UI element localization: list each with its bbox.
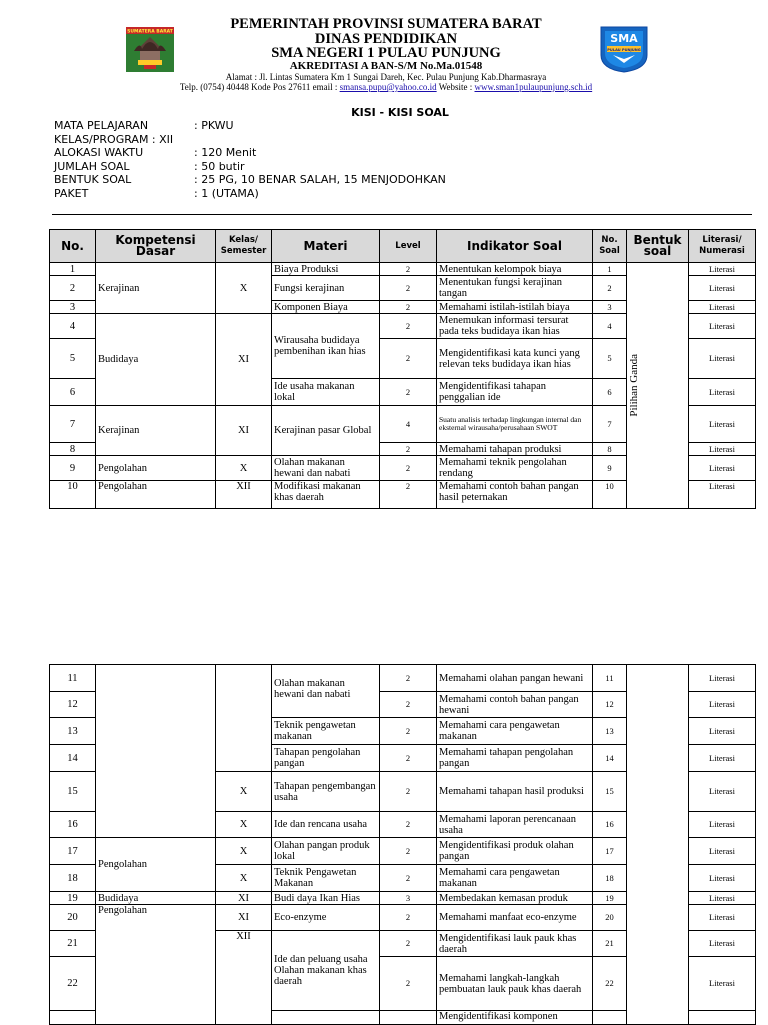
cell-level: 2 xyxy=(380,838,437,865)
cell-no-soal: 17 xyxy=(593,838,627,865)
letterhead xyxy=(0,0,768,100)
cell-level: 2 xyxy=(380,665,437,692)
cell-literasi: Literasi xyxy=(689,301,756,314)
form-label: BENTUK SOAL xyxy=(54,173,132,186)
cell-bentuk-soal xyxy=(627,263,689,509)
cell-literasi: Literasi xyxy=(689,812,756,838)
document-title: KISI - KISI SOAL xyxy=(351,106,449,119)
cell-no: 3 xyxy=(50,301,96,314)
cell-level: 2 xyxy=(380,339,437,379)
cell-kd: Pengolahan xyxy=(96,481,216,509)
cell-indikator: Mengidentifikasi kata kunci yang relevan teks budidaya ikan hias xyxy=(437,339,593,379)
cell-no-soal: 22 xyxy=(593,957,627,1011)
table-row xyxy=(50,665,756,692)
school-contact xyxy=(120,82,652,92)
cell-materi: Modifikasi makanan khas daerah xyxy=(272,481,380,509)
cell-indikator: Memahami contoh bahan pangan hasil peternakan xyxy=(437,481,593,509)
cell-indikator: Memahami tahapan hasil produksi xyxy=(437,772,593,812)
cell-materi: Olahan makanan hewani dan nabati xyxy=(272,665,380,718)
table-header-row xyxy=(50,230,756,263)
cell-kelas: X xyxy=(216,772,272,812)
cell-indikator: Memahami olahan pangan hewani xyxy=(437,665,593,692)
cell-kelas: XI xyxy=(216,406,272,456)
cell-materi-empty xyxy=(272,1011,380,1025)
cell-level: 2 xyxy=(380,772,437,812)
cell-no: 13 xyxy=(50,718,96,745)
cell-kd: Pengolahan xyxy=(96,838,216,892)
svg-text:PULAU PUNJUNG: PULAU PUNJUNG xyxy=(607,47,641,52)
cell-no-soal: 12 xyxy=(593,692,627,718)
cell-literasi: Literasi xyxy=(689,276,756,301)
cell-materi: Tahapan pengembangan usaha xyxy=(272,772,380,812)
cell-no: 6 xyxy=(50,379,96,406)
cell-level: 2 xyxy=(380,931,437,957)
cell-no: 1 xyxy=(50,263,96,276)
count-label: JUMLAH SOAL xyxy=(54,159,130,173)
bentuk-pg-label: Pilihan Ganda xyxy=(628,354,640,417)
cell-no: 12 xyxy=(50,692,96,718)
cell-literasi: Literasi xyxy=(689,692,756,718)
cell-level-empty xyxy=(380,1011,437,1025)
cell-indikator: Membedakan kemasan produk xyxy=(437,892,593,905)
divider xyxy=(52,214,752,215)
cell-level: 2 xyxy=(380,905,437,931)
cell-indikator: Memahami cara pengawetan makanan xyxy=(437,865,593,892)
cell-no-soal: 14 xyxy=(593,745,627,772)
header-level: Level xyxy=(380,230,437,263)
cell-materi: Fungsi kerajinan xyxy=(272,276,380,301)
kisi-table-page-2 xyxy=(49,664,756,1025)
cell-literasi: Literasi xyxy=(689,665,756,692)
cell-level: 2 xyxy=(380,456,437,481)
cell-materi: Komponen Biaya xyxy=(272,301,380,314)
cell-kelas-empty xyxy=(216,665,272,772)
time-value: : 120 Menit xyxy=(194,146,257,159)
cell-no: 16 xyxy=(50,812,96,838)
cell-literasi: Literasi xyxy=(689,838,756,865)
cell-no: 21 xyxy=(50,931,96,957)
cell-no: 11 xyxy=(50,665,96,692)
subject-label: MATA PELAJARAN xyxy=(54,119,149,132)
svg-text:SUMATERA BARAT: SUMATERA BARAT xyxy=(127,29,173,35)
cell-kelas: XII xyxy=(216,931,272,1025)
cell-materi: Tahapan pengolahan pangan xyxy=(272,745,380,772)
cell-no-soal: 19 xyxy=(593,892,627,905)
header-literasi: Literasi/ Numerasi xyxy=(689,230,756,263)
cell-no-soal: 3 xyxy=(593,301,627,314)
cell-level: 2 xyxy=(380,481,437,509)
cell-indikator: Memahami tahapan produksi xyxy=(437,443,593,456)
cell-indikator: Menentukan kelompok biaya xyxy=(437,263,593,276)
cell-kelas: X xyxy=(216,263,272,314)
cell-level: 2 xyxy=(380,745,437,772)
cell-materi: Wirausaha budidaya pembenihan ikan hias xyxy=(272,314,380,379)
cell-materi: Ide dan peluang usaha Olahan makanan khas daerah xyxy=(272,931,380,1011)
cell-no-soal: 21 xyxy=(593,931,627,957)
cell-no: 15 xyxy=(50,772,96,812)
count-value: : 50 butir xyxy=(194,159,245,173)
cell-materi: Biaya Produksi xyxy=(272,263,380,276)
cell-kelas: X xyxy=(216,812,272,838)
cell-materi: Teknik pengawetan makanan xyxy=(272,718,380,745)
cell-indikator: Mengidentifikasi tahapan penggalian ide xyxy=(437,379,593,406)
cell-no-soal: 20 xyxy=(593,905,627,931)
cell-indikator: Memahami teknik pengolahan rendang xyxy=(437,456,593,481)
cell-kd: Budidaya xyxy=(96,314,216,406)
header-materi: Materi xyxy=(272,230,380,263)
cell-indikator: Menentukan fungsi kerajinan tangan xyxy=(437,276,593,301)
cell-literasi: Literasi xyxy=(689,957,756,1011)
cell-materi: Olahan makanan hewani dan nabati xyxy=(272,456,380,481)
cell-kd: Pengolahan xyxy=(96,905,216,1025)
cell-level: 2 xyxy=(380,812,437,838)
cell-literasi-empty xyxy=(689,1011,756,1025)
cell-kd: Kerajinan xyxy=(96,406,216,456)
kisi-table-page-1 xyxy=(49,229,756,509)
cell-no: 22 xyxy=(50,957,96,1011)
cell-literasi: Literasi xyxy=(689,443,756,456)
cell-indikator: Mengidentifikasi lauk pauk khas daerah xyxy=(437,931,593,957)
cell-no-soal: 4 xyxy=(593,314,627,339)
cell-no-soal: 6 xyxy=(593,379,627,406)
cell-literasi: Literasi xyxy=(689,718,756,745)
cell-literasi: Literasi xyxy=(689,892,756,905)
cell-literasi: Literasi xyxy=(689,379,756,406)
header-no-soal: No. Soal xyxy=(593,230,627,263)
cell-no: 7 xyxy=(50,406,96,443)
cell-level: 2 xyxy=(380,314,437,339)
cell-indikator: Mengidentifikasi komponen xyxy=(437,1011,593,1025)
cell-level: 2 xyxy=(380,443,437,456)
cell-kelas: XI xyxy=(216,314,272,406)
cell-no-soal: 9 xyxy=(593,456,627,481)
cell-literasi: Literasi xyxy=(689,456,756,481)
cell-no-soal: 1 xyxy=(593,263,627,276)
cell-kd: Pengolahan xyxy=(96,456,216,481)
class-line: KELAS/PROGRAM : XII xyxy=(54,132,174,146)
cell-literasi: Literasi xyxy=(689,406,756,443)
subject-value: : PKWU xyxy=(194,119,234,132)
form-value: : 25 PG, 10 BENAR SALAH, 15 MENJODOHKAN xyxy=(194,173,446,186)
cell-level: 2 xyxy=(380,301,437,314)
cell-no-soal: 13 xyxy=(593,718,627,745)
email-link[interactable]: smansa.pupu@yahoo.co.id xyxy=(339,82,437,92)
cell-materi: Teknik Pengawetan Makanan xyxy=(272,865,380,892)
cell-no-soal: 10 xyxy=(593,481,627,509)
cell-level: 2 xyxy=(380,718,437,745)
cell-level: 2 xyxy=(380,692,437,718)
header-bentuk: Bentuk soal xyxy=(627,230,689,263)
cell-bentuk-empty xyxy=(627,665,689,1025)
cell-literasi: Literasi xyxy=(689,481,756,509)
cell-literasi: Literasi xyxy=(689,314,756,339)
website-prefix: Website : xyxy=(436,82,475,92)
cell-no: 14 xyxy=(50,745,96,772)
cell-indikator: Suatu analisis terhadap lingkungan internal dan eksternal wirausaha/perusahaan SWOT xyxy=(437,406,593,443)
cell-kelas: XI xyxy=(216,905,272,931)
cell-no: 18 xyxy=(50,865,96,892)
cell-no-soal: 18 xyxy=(593,865,627,892)
cell-level: 2 xyxy=(380,957,437,1011)
time-label: ALOKASI WAKTU xyxy=(54,146,144,159)
cell-indikator: Memahami manfaat eco-enzyme xyxy=(437,905,593,931)
website-link[interactable]: www.sman1pulaupunjung.sch.id xyxy=(474,82,593,92)
department-name: DINAS PENDIDIKAN xyxy=(314,31,458,47)
cell-no: 2 xyxy=(50,276,96,301)
cell-kelas: XII xyxy=(216,481,272,509)
cell-no: 17 xyxy=(50,838,96,865)
cell-indikator: Memahami istilah-istilah biaya xyxy=(437,301,593,314)
package-label: PAKET xyxy=(54,186,89,200)
cell-no: 19 xyxy=(50,892,96,905)
cell-no: 4 xyxy=(50,314,96,339)
cell-no-soal: 16 xyxy=(593,812,627,838)
cell-no-soal: 5 xyxy=(593,339,627,379)
cell-no-soal: 11 xyxy=(593,665,627,692)
cell-indikator: Memahami contoh bahan pangan hewani xyxy=(437,692,593,718)
cell-materi: Ide dan rencana usaha xyxy=(272,812,380,838)
cell-literasi: Literasi xyxy=(689,905,756,931)
cell-literasi: Literasi xyxy=(689,865,756,892)
header-kelas: Kelas/ Semester xyxy=(216,230,272,263)
cell-level: 2 xyxy=(380,865,437,892)
cell-materi: Olahan pangan produk lokal xyxy=(272,838,380,865)
contact-prefix: Telp. (0754) 40448 Kode Pos 27611 email : xyxy=(179,82,340,92)
cell-indikator: Mengidentifikasi produk olahan pangan xyxy=(437,838,593,865)
cell-literasi: Literasi xyxy=(689,263,756,276)
cell-indikator: Menemukan informasi tersurat pada teks budidaya ikan hias xyxy=(437,314,593,339)
school-emblem-logo xyxy=(597,25,651,73)
cell-literasi: Literasi xyxy=(689,745,756,772)
cell-indikator: Memahami laporan perencanaan usaha xyxy=(437,812,593,838)
school-name: SMA NEGERI 1 PULAU PUNJUNG xyxy=(271,45,501,61)
cell-level: 2 xyxy=(380,263,437,276)
cell-materi: Eco-enzyme xyxy=(272,905,380,931)
cell-no-soal: 15 xyxy=(593,772,627,812)
school-address: Alamat : Jl. Lintas Sumatera Km 1 Sungai Dareh, Kec. Pulau Punjung Kab.Dharmasraya xyxy=(225,72,547,82)
svg-text:SMA: SMA xyxy=(610,32,638,45)
cell-level: 2 xyxy=(380,276,437,301)
table-row xyxy=(50,263,756,276)
header-kd: Kompetensi Dasar xyxy=(96,230,216,263)
accreditation: AKREDITASI A BAN-S/M No.Ma.01548 xyxy=(289,60,483,72)
cell-no: 9 xyxy=(50,456,96,481)
cell-indikator: Memahami cara pengawetan makanan xyxy=(437,718,593,745)
cell-materi: Ide usaha makanan lokal xyxy=(272,379,380,406)
cell-no: 20 xyxy=(50,905,96,931)
cell-no-soal: 8 xyxy=(593,443,627,456)
cell-kelas: X xyxy=(216,456,272,481)
cell-kelas: X xyxy=(216,838,272,865)
cell-kelas: XI xyxy=(216,892,272,905)
cell-kd: Budidaya xyxy=(96,892,216,905)
cell-indikator: Memahami langkah-langkah pembuatan lauk pauk khas daerah xyxy=(437,957,593,1011)
cell-no: 5 xyxy=(50,339,96,379)
cell-kd-empty xyxy=(96,665,216,838)
cell-no-soal: 7 xyxy=(593,406,627,443)
cell-literasi: Literasi xyxy=(689,772,756,812)
cell-level: 4 xyxy=(380,406,437,443)
cell-literasi: Literasi xyxy=(689,931,756,957)
cell-kd: Kerajinan xyxy=(96,263,216,314)
cell-level: 3 xyxy=(380,892,437,905)
cell-materi: Kerajinan pasar Global xyxy=(272,406,380,456)
cell-no: 8 xyxy=(50,443,96,456)
cell-level: 2 xyxy=(380,379,437,406)
cell-no: 10 xyxy=(50,481,96,509)
cell-no-empty xyxy=(50,1011,96,1025)
cell-materi: Budi daya Ikan Hias xyxy=(272,892,380,905)
cell-no-soal-empty xyxy=(593,1011,627,1025)
cell-indikator: Memahami tahapan pengolahan pangan xyxy=(437,745,593,772)
cell-kelas: X xyxy=(216,865,272,892)
header-indikator: Indikator Soal xyxy=(437,230,593,263)
package-value: : 1 (UTAMA) xyxy=(194,186,259,200)
header-no: No. xyxy=(50,230,96,263)
government-name: PEMERINTAH PROVINSI SUMATERA BARAT xyxy=(230,16,542,32)
cell-no-soal: 2 xyxy=(593,276,627,301)
cell-literasi: Literasi xyxy=(689,339,756,379)
